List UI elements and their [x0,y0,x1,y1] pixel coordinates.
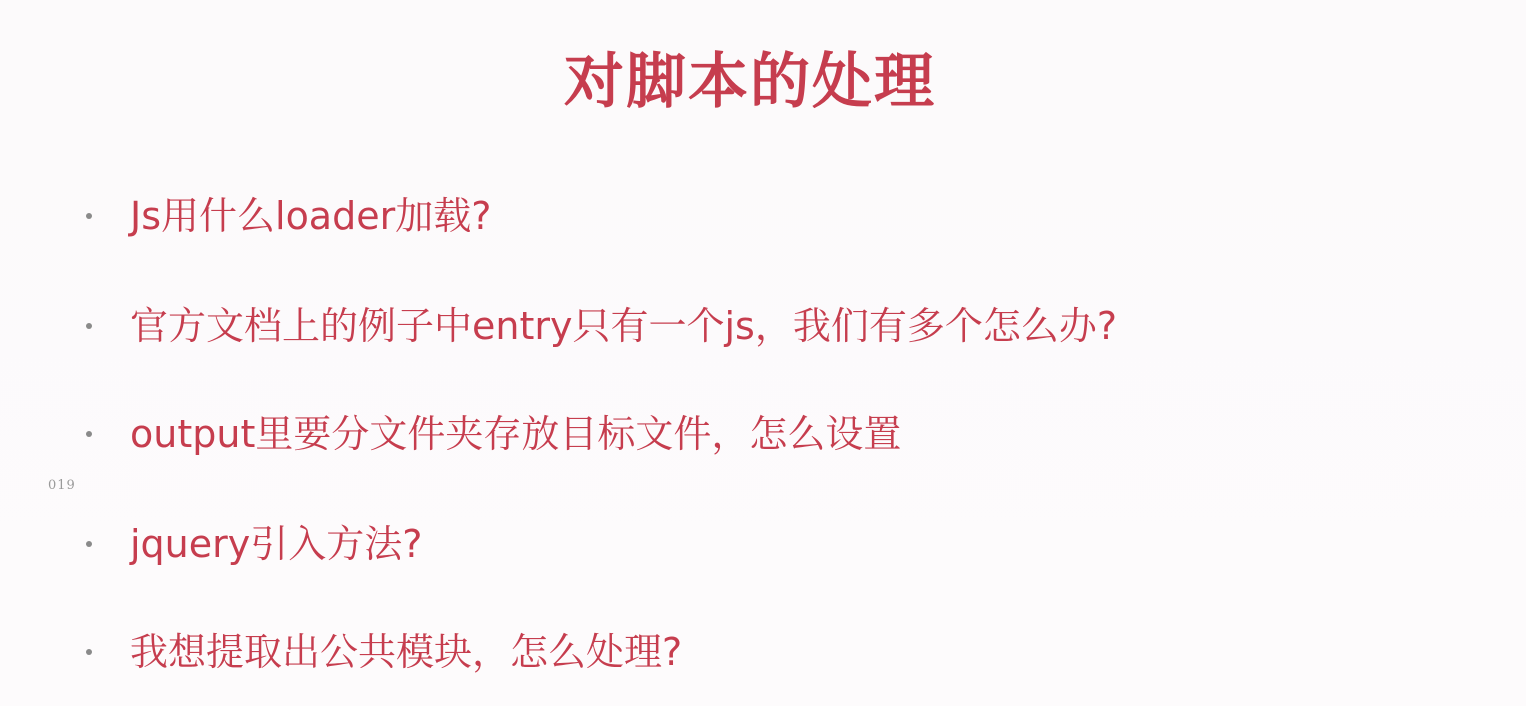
bullet-text: output里要分文件夹存放目标文件，怎么设置 [130,412,902,456]
bullet-dot-icon [86,213,92,219]
slide-title: 对脚本的处理 [564,47,936,117]
bullet-dot-icon [86,323,92,329]
bullet-text: 官方文档上的例子中entry只有一个js，我们有多个怎么办? [130,304,1118,348]
page-number: 019 [48,478,76,493]
bullet-item [86,188,491,244]
bullet-item [86,298,1117,354]
bullet-text: jquery引入方法? [130,522,423,566]
bullet-dot-icon [86,649,92,655]
bullet-dot-icon [86,541,92,547]
bullet-item [86,406,901,462]
bullet-item [86,624,682,680]
bullet-item [86,516,422,572]
bullet-dot-icon [86,431,92,437]
bullet-text: 我想提取出公共模块，怎么处理? [130,630,683,674]
bullet-text: Js用什么loader加载? [130,194,492,238]
